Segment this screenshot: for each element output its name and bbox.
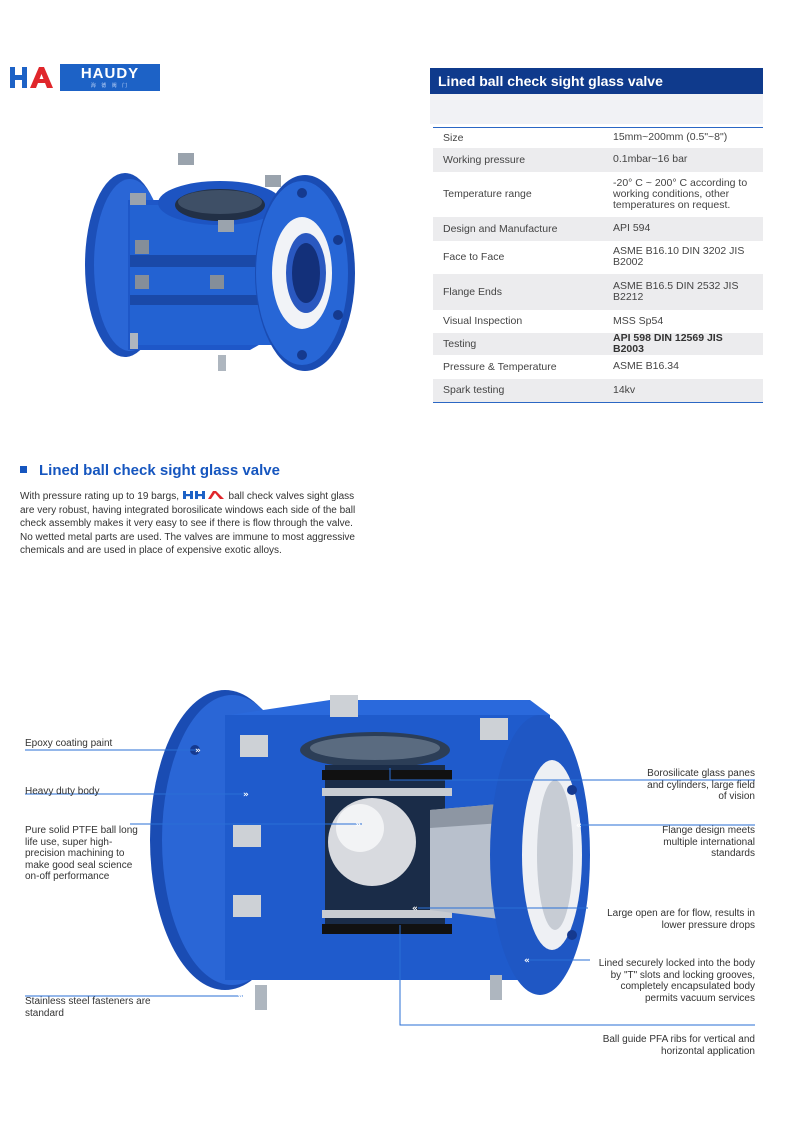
square-bullet-icon [20,466,27,473]
spec-value: ASME B16.34 [597,355,763,379]
haudy-logo-icon [8,64,60,91]
svg-text:»: » [355,820,361,830]
callout-ptfe: Pure solid PTFE ball long life use, super high-precision machining to make good seal science on-off performance [25,825,138,883]
section-paragraph [20,490,362,558]
svg-text:»: » [237,992,243,1002]
section-title [20,462,280,479]
section-title-text: Lined ball check sight glass valve [39,462,280,479]
spec-row [433,241,763,274]
svg-text:«: « [412,904,418,914]
callout-flange: Flange design meets multiple international standards [662,825,755,860]
spec-value: MSS Sp54 [597,310,763,333]
spec-value: 0.1mbar~16 bar [597,148,763,172]
spec-row [433,217,763,241]
callout-body: Heavy duty body [25,786,100,797]
spec-title: Lined ball check sight glass valve [430,68,763,94]
spec-value: 14kv [597,379,763,403]
spec-row [433,172,763,217]
spec-label: Pressure & Temperature [433,355,597,379]
spec-label: Size [433,128,597,148]
brand-tagline: 海 德 阀 门 [90,83,130,89]
spec-label: Face to Face [433,241,597,274]
spec-value: ASME B16.5 DIN 2532 JIS B2212 [597,274,763,310]
spec-row [433,274,763,310]
spec-value: API 594 [597,217,763,241]
brand-logo [8,64,160,91]
callout-lined: Lined securely locked into the body by "T" slots and locking grooves, completely encapsulated body permits vacuum services [598,958,755,1004]
paragraph-text-end: ball check valves sight glass are very robust, having integrated borosilicate windows each side of the ball check assembly makes it very easy to see if there is flow through the valve. No wetted metal parts are used. The valves are immune to most aggressive chemicals and are used in place of expensive exotic alloys. [20,491,356,557]
spec-label: Visual Inspection [433,310,597,333]
haudy-inline-logo-icon [182,490,226,500]
spec-row [433,148,763,172]
valve-product-image [70,145,360,380]
svg-text:»: » [195,746,201,756]
brand-name: HAUDY [80,65,140,82]
spec-row [433,310,763,333]
spec-value: -20° C ~ 200° C according to working conditions, other temperatures on request. [597,172,763,217]
spec-value: API 598 DIN 12569 JIS B2003 [597,333,763,355]
spec-value: 15mm~200mm (0.5"~8") [597,128,763,148]
paragraph-text-start: With pressure rating up to 19 bargs, [20,491,179,502]
spec-table [433,127,763,403]
spec-label: Working pressure [433,148,597,172]
callout-guide: Ball guide PFA ribs for vertical and horizontal application [602,1034,755,1057]
brand-name-box [60,64,160,91]
spec-label: Design and Manufacture [433,217,597,241]
spec-row [433,355,763,379]
svg-text:»: » [243,790,249,800]
svg-text:«: « [576,821,582,831]
spec-label: Spark testing [433,379,597,403]
callout-epoxy: Epoxy coating paint [25,738,113,749]
spec-value: ASME B16.10 DIN 3202 JIS B2002 [597,241,763,274]
spec-label: Testing [433,333,597,355]
spec-row [433,333,763,355]
spec-row [433,128,763,148]
spec-label: Flange Ends [433,274,597,310]
spec-row [433,379,763,403]
callout-glass: Borosilicate glass panes and cylinders, large field of vision [647,768,755,803]
callout-open: Large open are for flow, results in lower pressure drops [607,908,755,931]
spec-title-band [430,94,763,124]
callout-fasteners: Stainless steel fasteners are standard [25,996,151,1019]
spec-label: Temperature range [433,172,597,217]
svg-text:«: « [524,956,530,966]
